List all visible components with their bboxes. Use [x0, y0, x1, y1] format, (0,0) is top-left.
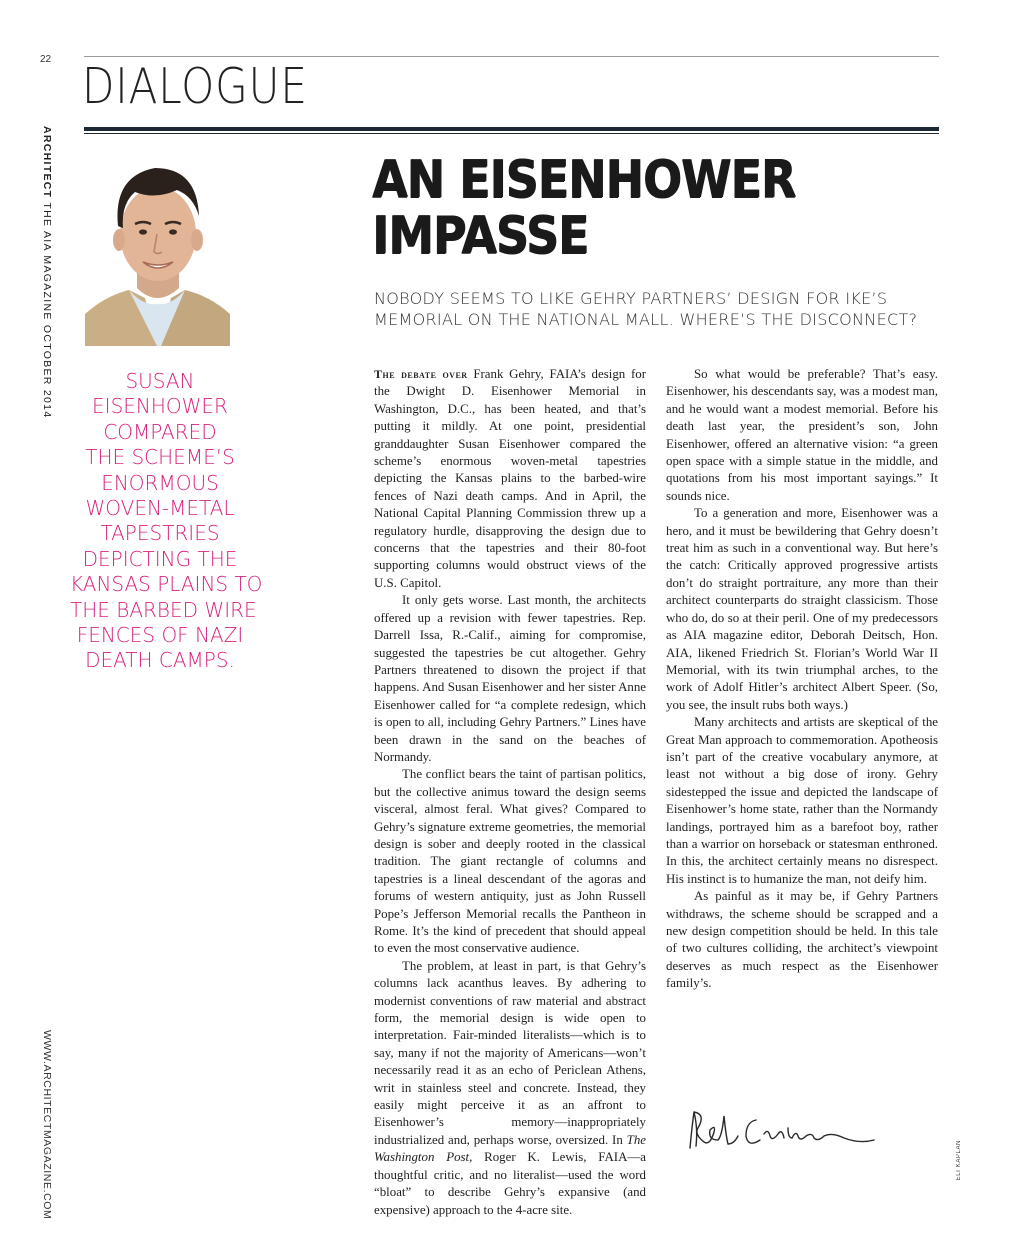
- article-column-2: [666, 366, 938, 993]
- pull-quote-line: COMPARED: [103, 419, 217, 444]
- masthead-name: ARCHITECT: [41, 126, 53, 199]
- photo-credit: ELI KAPLAN: [956, 1140, 962, 1181]
- vertical-masthead: [41, 126, 53, 418]
- article-paragraph: [374, 366, 646, 592]
- pull-quote-line: DEATH CAMPS.: [85, 648, 235, 673]
- page-number: 22: [40, 54, 52, 65]
- headline-line-1: AN EISENHOWER: [372, 150, 796, 210]
- header-rule-thin: [84, 133, 939, 134]
- paragraph-text: The problem, at least in part, is that Gehry’s columns lack acanthus leaves. By adhering to modernist conventions of raw material and abstract form, the memorial design is wide open to interpretation. Fair-minded literalists—which is to say, many if not the majority of Americans—won’t necessarily read it as an echo of Periclean Athens, writ in stainless steel and concrete. Instead, they easily might perceive it as an affront to Eisenhower’s memory—inappropriately industrialized and, perhaps worse, oversized. In: [374, 958, 646, 1147]
- masthead-subtitle: THE AIA MAGAZINE: [41, 198, 53, 325]
- pull-quote-line: FENCES OF NAZI: [76, 623, 244, 648]
- header-rule-thick: [84, 127, 939, 131]
- author-portrait: [85, 146, 230, 346]
- article-column-1: [374, 366, 646, 1219]
- pull-quote-line: KANSAS PLAINS TO: [70, 572, 263, 597]
- article-paragraph: It only gets worse. Last month, the architects offered up a revision with fewer tapestries. Rep. Darrell Issa, R.-Calif., aiming for compromise, suggested the tapestries be cut altogether. Gehry Partners threatened to disown the project if that happens. And Susan Eisenhower and her sister Anne Eisenhower called for “a complete redesign, which is open to all, including Gehry Partners.” Lines have been drawn in the sand on the beaches of Normandy.: [374, 593, 646, 764]
- headline: [372, 152, 892, 264]
- section-title: DIALOGUE: [82, 58, 308, 115]
- lead-in: The debate over: [374, 367, 468, 381]
- pull-quote-line: THE BARBED WIRE: [70, 597, 257, 622]
- paragraph-text: Frank Gehry, FAIA’s design for the Dwight D. Eisenhower Memorial in Washington, D.C., has been heated, and that’s putting it mildly. At one point, presidential granddaughter Susan Eisenhower compared the scheme’s enormous woven-metal tapestries depicting the Kansas plains to the barbed-wire fences of Nazi death camps. And in April, the National Capital Planning Commission threw up a regulatory hurdle, disapproving the design due to concerns that the tapestries and their 80-foot supporting columns would obstruct views of the U.S. Capitol.: [374, 367, 647, 590]
- author-portrait-illustration: [85, 146, 230, 346]
- pull-quote: [70, 369, 263, 674]
- pull-quote-line: ENORMOUS: [101, 470, 219, 495]
- editor-signature: [684, 1106, 880, 1156]
- pull-quote-line: EISENHOWER: [92, 394, 228, 419]
- deck: NOBODY SEEMS TO LIKE GEHRY PARTNERS’ DESIGN FOR IKE’S MEMORIAL ON THE NATIONAL MALL. WHERE’S THE DISCONNECT?: [374, 289, 918, 329]
- pull-quote-line: DEPICTING THE: [82, 546, 238, 571]
- pull-quote-line: SUSAN: [125, 369, 195, 393]
- pull-quote-line: WOVEN-METAL: [85, 496, 235, 521]
- pull-quote-line: THE SCHEME’S: [85, 445, 235, 470]
- pull-quote-line: TAPESTRIES: [100, 521, 220, 546]
- article-paragraph: Many architects and artists are skeptical of the Great Man approach to commemoration. Apotheosis isn’t part of the creative vocabulary anymore, at least not without a big dose of irony. Gehry sidestepped the issue and depicted the landscape of Eisenhower’s home state, rather than the Normandy landings, portrayed him as a barefoot boy, rather than a warrior on horseback or statesman enthroned. In this, the architect certainly means no disrespect. His instinct is to humanize the man, not deify him.: [666, 715, 938, 886]
- article-paragraph: As painful as it may be, if Gehry Partners withdraws, the scheme should be scrapped and a new design competition should be held. In this tale of two cultures colliding, the architect’s viewpoint deserves as much respect as the Eisenhower family’s.: [666, 889, 938, 991]
- article-paragraph: [374, 958, 646, 1219]
- top-rule: [84, 56, 939, 57]
- article-paragraph: To a generation and more, Eisenhower was a hero, and it must be bewildering that Gehry doesn’t treat him as such in a conventional way. But here’s the catch: Critically approved progressive artists don’t do straight portraiture, any more than their architect counterparts do straight classicism. Those who do, do so at their peril. One of my predecessors as AIA magazine editor, Deborah Deitsch, Hon. AIA, likened Friedrich St. Florian’s World War II Memorial, with its twin triumphal arches, to the work of Adolf Hitler’s architect Albert Speer. (So, you see, the insult rubs both ways.): [666, 506, 938, 712]
- article-paragraph: So what would be preferable? That’s easy. Eisenhower, his descendants say, was a modest man, and he would want a modest memorial. Before his death last year, the president’s son, John Eisenhower, offered an alternative vision: “a green open space with a simple statue in the middle, and quotations from his most important sayings.” It sounds nice.: [666, 367, 938, 503]
- vertical-website: WWW.ARCHITECTMAGAZINE.COM: [41, 1030, 53, 1220]
- paragraph-text: , Roger K. Lewis, FAIA—a thoughtful critic, and no literalist—used the word “bloat” to describe Gehry’s expansive (and expensive) approach to the 4-acre site.: [374, 1150, 647, 1217]
- masthead-issue: OCTOBER 2014: [41, 324, 53, 419]
- publication-title: The Washington Post: [374, 1132, 646, 1165]
- headline-line-2: IMPASSE: [372, 206, 589, 266]
- article-paragraph: The conflict bears the taint of partisan politics, but the collective animus toward the design seems visceral, almost feral. What gives? Compared to Gehry’s signature extreme geometries, the memorial design is sober and deeply rooted in the classical tradition. The giant rectangle of columns and tapestries is a lineal descendant of the agoras and forums of western antiquity, just as John Russell Pope’s Jefferson Memorial recalls the Pantheon in Rome. It’s the kind of precedent that should appeal to even the most conservative audience.: [374, 767, 646, 956]
